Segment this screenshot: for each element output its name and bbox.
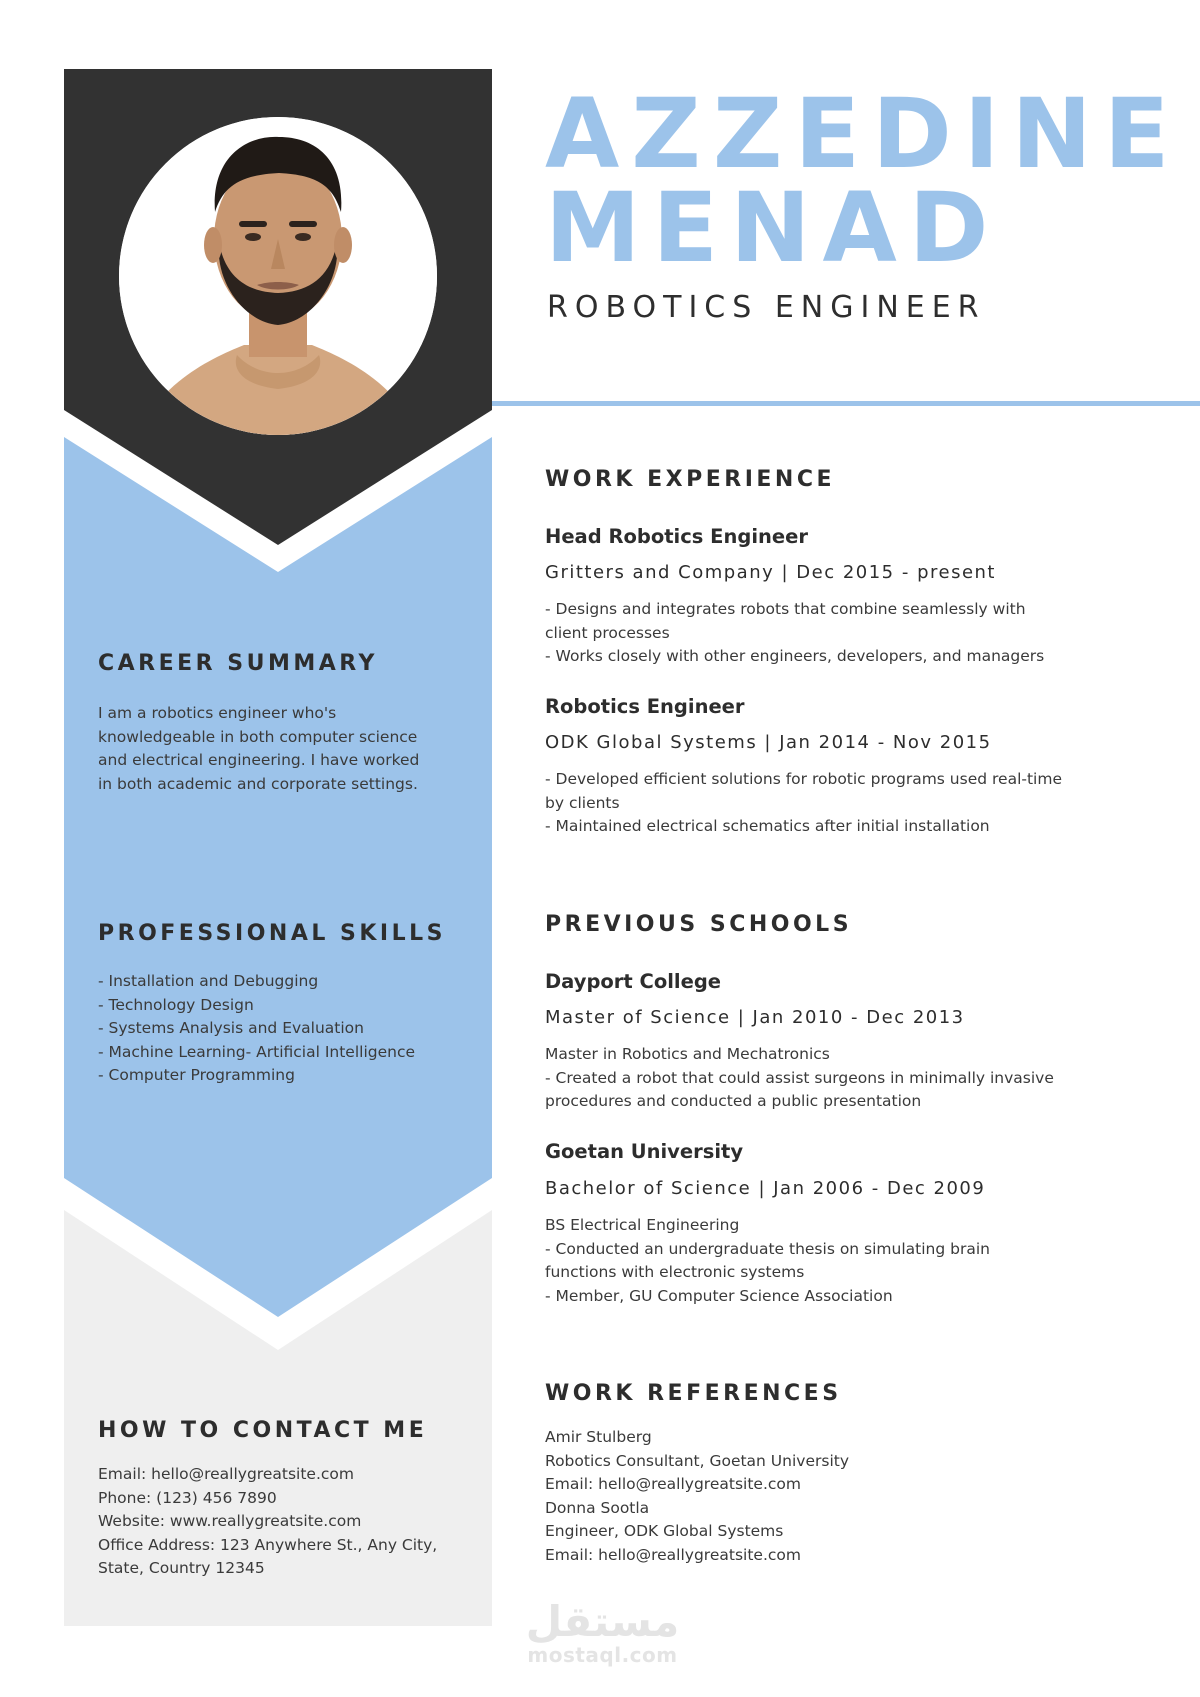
reference-role: Robotics Consultant, Goetan University	[545, 1451, 849, 1470]
blue-panel	[64, 437, 492, 1317]
job-line: by clients	[545, 793, 620, 812]
job-line: client processes	[545, 623, 670, 642]
school-line: - Member, GU Computer Science Association	[545, 1286, 893, 1305]
job-title: ROBOTICS ENGINEER	[547, 290, 986, 325]
reference-name: Amir Stulberg	[545, 1428, 652, 1446]
school-line: Master in Robotics and Mechatronics	[545, 1045, 830, 1063]
career-summary-line: knowledgeable in both computer science	[98, 727, 418, 746]
skill-item: - Computer Programming	[98, 1066, 295, 1084]
school-line: BS Electrical Engineering	[545, 1216, 740, 1234]
skills-heading: PROFESSIONAL SKILLS	[98, 921, 446, 946]
watermark-latin: mostaql.com	[527, 1643, 678, 1667]
job-line: - Designs and integrates robots that combine seamlessly with	[545, 600, 1026, 618]
job-line: - Developed efficient solutions for robotic programs used real-time	[545, 770, 1062, 788]
reference-email: Email: hello@reallygreatsite.com	[545, 1545, 801, 1564]
contact-email: Email: hello@reallygreatsite.com	[98, 1465, 354, 1483]
career-summary-line: and electrical engineering. I have worked	[98, 751, 420, 769]
reference-email: Email: hello@reallygreatsite.com	[545, 1475, 801, 1493]
contact-phone: Phone: (123) 456 7890	[98, 1488, 277, 1507]
work-experience-heading: WORK EXPERIENCE	[545, 467, 835, 492]
skill-item: - Machine Learning- Artificial Intelligence	[98, 1042, 416, 1061]
job-title-1: Head Robotics Engineer	[545, 525, 808, 548]
header-divider	[492, 401, 1200, 406]
career-summary-text	[98, 702, 468, 796]
school-description-2	[545, 1214, 1125, 1308]
school-line: procedures and conducted a public presentation	[545, 1092, 922, 1110]
skill-item: - Systems Analysis and Evaluation	[98, 1019, 364, 1037]
watermark-arabic: مستقل	[525, 1597, 680, 1646]
contact-website: Website: www.reallygreatsite.com	[98, 1512, 362, 1530]
school-line: - Conducted an undergraduate thesis on simulating brain	[545, 1239, 990, 1258]
watermark	[525, 1597, 680, 1667]
skill-item: - Technology Design	[98, 995, 254, 1014]
career-summary-line: I am a robotics engineer who's	[98, 704, 337, 722]
school-line: - Created a robot that could assist surgeons in minimally invasive	[545, 1068, 1054, 1087]
skills-list	[98, 970, 468, 1088]
references-heading: WORK REFERENCES	[545, 1381, 842, 1406]
schools-heading: PREVIOUS SCHOOLS	[545, 912, 853, 937]
school-meta-2: Bachelor of Science | Jan 2006 - Dec 2009	[545, 1178, 986, 1199]
job-meta-1: Gritters and Company | Dec 2015 - present	[545, 562, 996, 583]
name-first: AZZEDINE	[545, 78, 1182, 190]
job-meta-2: ODK Global Systems | Jan 2014 - Nov 2015	[545, 732, 992, 753]
job-description-2	[545, 768, 1125, 839]
skill-item: - Installation and Debugging	[98, 972, 319, 990]
school-name-2: Goetan University	[545, 1140, 744, 1163]
contact-details	[98, 1463, 468, 1581]
school-name-1: Dayport College	[545, 970, 722, 993]
career-summary-heading: CAREER SUMMARY	[98, 651, 378, 676]
job-line: - Works closely with other engineers, developers, and managers	[545, 647, 1045, 665]
references-list	[545, 1426, 1125, 1567]
job-title-2: Robotics Engineer	[545, 695, 745, 718]
profile-photo	[119, 117, 437, 435]
name-last: MENAD	[545, 172, 1001, 284]
school-meta-1: Master of Science | Jan 2010 - Dec 2013	[545, 1007, 965, 1028]
job-description-1	[545, 598, 1125, 669]
contact-address: Office Address: 123 Anywhere St., Any City,	[98, 1535, 438, 1554]
reference-role: Engineer, ODK Global Systems	[545, 1522, 784, 1540]
contact-address-2: State, Country 12345	[98, 1559, 265, 1577]
reference-name: Donna Sootla	[545, 1498, 650, 1517]
school-description-1	[545, 1043, 1125, 1114]
school-line: functions with electronic systems	[545, 1263, 805, 1281]
contact-heading: HOW TO CONTACT ME	[98, 1418, 428, 1443]
career-summary-line: in both academic and corporate settings.	[98, 774, 418, 793]
job-line: - Maintained electrical schematics after initial installation	[545, 817, 990, 835]
